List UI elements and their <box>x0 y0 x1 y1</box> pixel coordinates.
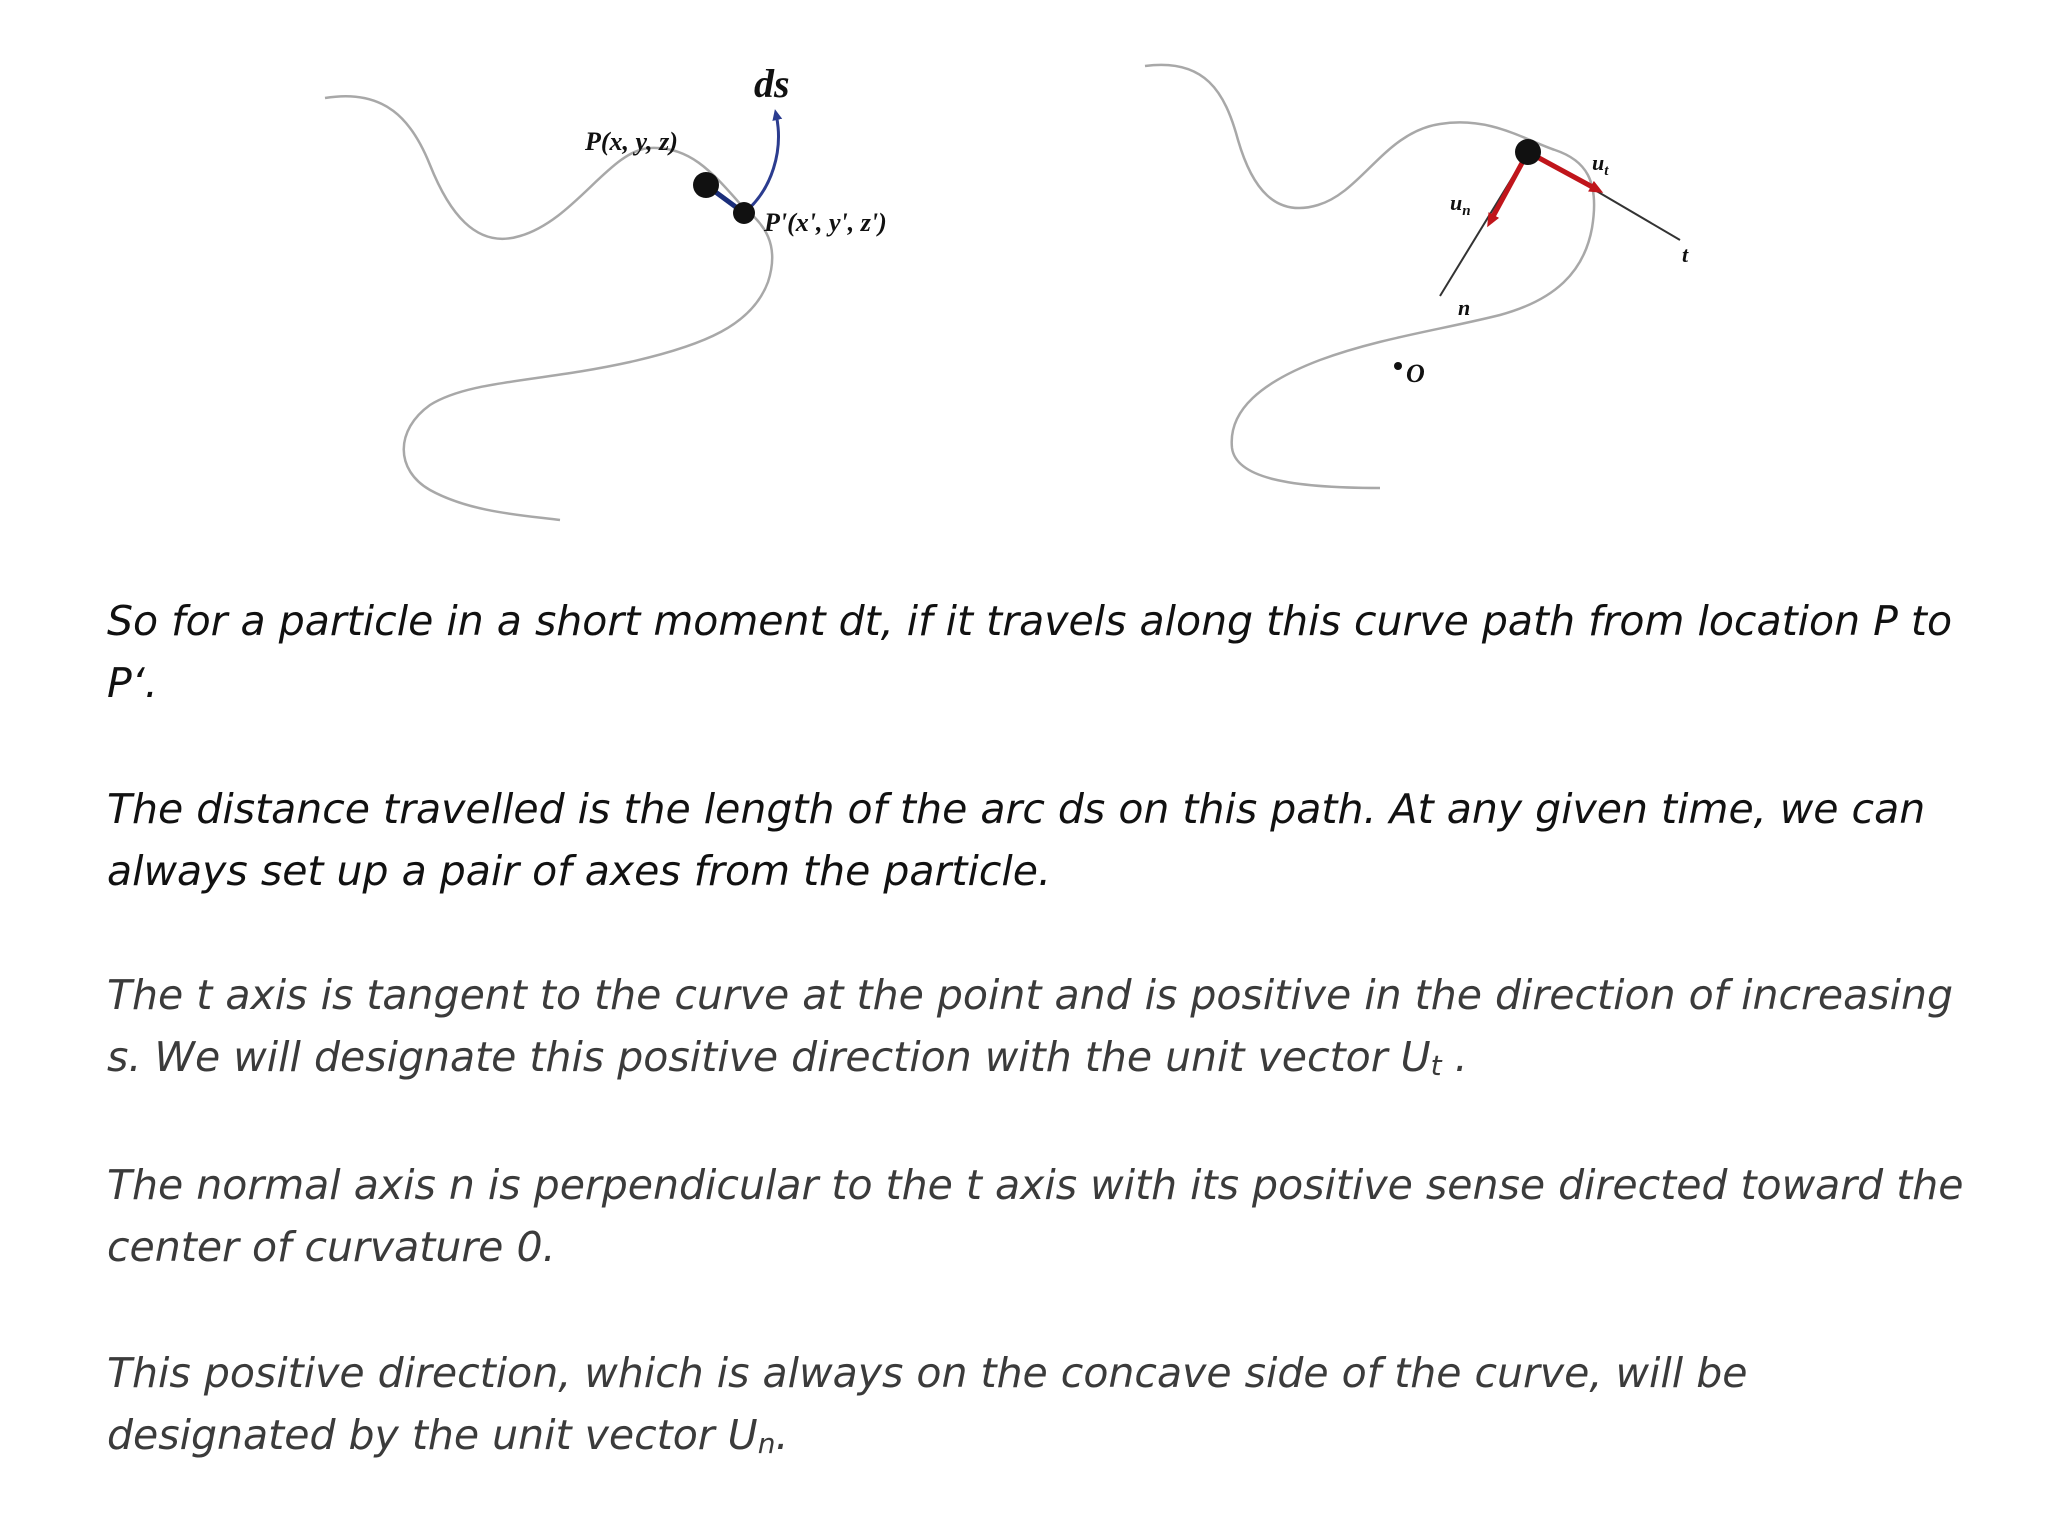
diagrams <box>0 0 2048 560</box>
origin-dot <box>1394 362 1402 370</box>
paragraph-tangent-axis <box>107 964 1987 1088</box>
right-path-curve <box>1145 65 1594 488</box>
label-p-prime: P'(x', y', z') <box>764 208 887 237</box>
paragraph-concave-side <box>107 1342 1987 1466</box>
paragraph-tangent-end: . <box>1441 1033 1468 1081</box>
point-p-prime <box>733 202 755 224</box>
paragraph-concave-end: . <box>775 1411 789 1459</box>
point-p <box>693 172 719 198</box>
paragraph-concave-text: This positive direction, which is always on the concave side of the curve, will be designated by the unit vector U <box>107 1349 1748 1459</box>
label-un: $u_n$ <box>1450 190 1471 219</box>
paragraph-particle-motion: So for a particle in a short moment dt, if it travels along this curve path from location P to P‘. <box>107 597 1953 707</box>
paragraph-tangent-text: The t axis is tangent to the curve at the point and is positive in the direction of increasing s. We will designate this positive direction with the unit vector U <box>107 971 1954 1081</box>
left-path-curve <box>325 96 772 520</box>
paragraph-arc-length: The distance travelled is the length of the arc ds on this path. At any given time, we can always set up a pair of axes from the particle. <box>107 785 1926 895</box>
label-ds: ds <box>754 61 790 106</box>
ds-arrow <box>744 114 778 213</box>
subscript-n: n <box>757 1427 776 1460</box>
label-origin: O <box>1406 359 1425 388</box>
left-diagram <box>325 61 887 520</box>
label-t-axis: t <box>1682 242 1689 267</box>
paragraph-normal-axis: The normal axis n is perpendicular to the t axis with its positive sense directed toward the center of curvature 0. <box>107 1161 1964 1271</box>
label-n-axis: n <box>1458 295 1471 320</box>
label-p: P(x, y, z) <box>585 127 678 156</box>
subscript-t: t <box>1430 1049 1442 1082</box>
right-diagram <box>1145 65 1689 488</box>
label-ut: $u_t$ <box>1592 150 1609 179</box>
point-particle <box>1515 139 1541 165</box>
